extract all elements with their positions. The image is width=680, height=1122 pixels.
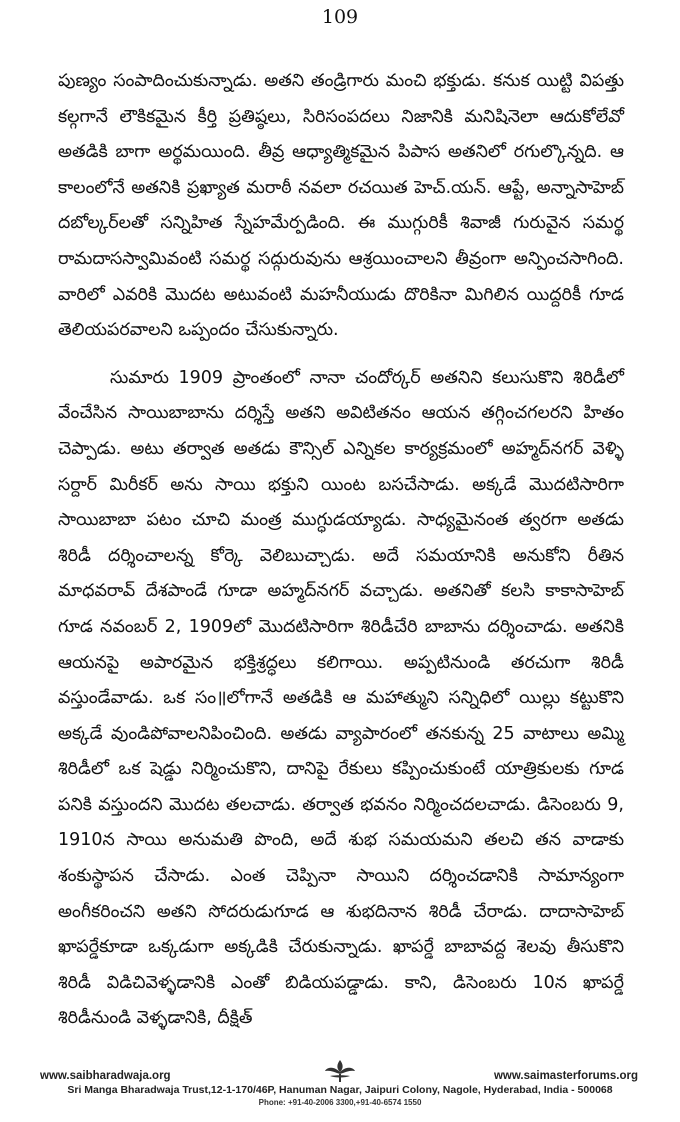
body-text [58, 64, 624, 1037]
footer-url-left[interactable]: www.saibharadwaja.org [40, 1070, 171, 1082]
footer-phone: Phone: +91-40-2006 3300,+91-40-6574 1550 [258, 1098, 422, 1107]
footer-address: Sri Manga Bharadwaja Trust,12-1-170/46P, Hanuman Nagar, Jaipuri Colony, Nagole, Hyderabad, India - 500068 [67, 1084, 613, 1096]
trust-emblem-icon [322, 1058, 358, 1084]
page-number: 109 [321, 6, 359, 28]
page-footer [0, 1058, 680, 1122]
footer-url-right[interactable]: www.saimasterforums.org [493, 1070, 638, 1082]
paragraph-2: సుమారు 1909 ప్రాంతంలో నానా చందోర్కర్ అతనిని కలుసుకొని శిరిడీలో వేంచేసిన సాయిబాబాను దర్శిస్తే అతని అవిటితనం ఆయన తగ్గించగలరని హితం చెప్పాడు. అటు తర్వాత అతడు కౌన్సిల్ ఎన్నికల కార్యక్రమంలో అహ్మద్‌నగర్ వెళ్ళి సర్దార్ మిరీకర్ అను సాయి భక్తుని యింట బసచేసాడు. అక్కడే మొదటిసారిగా సాయిబాబా పటం చూచి మంత్ర ముగ్ధుడయ్యాడు. సాధ్యమైనంత త్వరగా అతడు శిరిడీ దర్శించాలన్న కోర్కె వెలిబుచ్చాడు. అదే సమయానికి అనుకోని రీతిన మాధవరావ్ దేశపాండే గూడా అహ్మద్‌నగర్ వచ్చాడు. అతనితో కలసి కాకాసాహెబ్ గూడ నవంబర్ 2, 1909లో మొదటిసారిగా శిరిడీచేరి బాబాను దర్శించాడు. అతనికి ఆయనపై అపారమైన భక్తిశ్రద్ధలు కలిగాయి. అప్పటినుండి తరచుగా శిరిడీ వస్తుండేవాడు. ఒక సం॥లోగానే అతడికి ఆ మహాత్ముని సన్నిధిలో యిల్లు కట్టుకొని అక్కడే వుండిపోవాలనిపించింది. అతడు వ్యాపారంలో తనకున్న 25 వాటాలు అమ్మి శిరిడీలో ఒక షెడ్డు నిర్మించుకొని, దానిపై రేకులు కప్పించుకుంటే యాత్రికులకు గూడ పనికి వస్తుందని మొదట తలచాడు. తర్వాత భవనం నిర్మించదలచాడు. డిసెంబరు 9, 1910న సాయి అనుమతి పొంది, అదే శుభ సమయమని తలచి తన వాడాకు శంకుస్థాపన చేసాడు. ఎంత చెప్పినా సాయిని దర్శించడానికి సామాన్యంగా అంగీకరించని అతని సోదరుడుగూడ ఆ శుభదినాన శిరిడీ చేరాడు. దాదాసాహెబ్ ఖాపర్డేకూడా ఒక్కడుగా అక్కడికి చేరుకున్నాడు. ఖాపర్డే బాబావద్ద శెలవు తీసుకొని శిరిడీ విడిచివెళ్ళడానికి ఎంతో బిడియపడ్డాడు. కాని, డిసెంబరు 10న ఖాపర్డే శిరిడీనుండి వెళ్ళడానికి, దీక్షిత్ [58, 367, 624, 1029]
paragraph-1: పుణ్యం సంపాదించుకున్నాడు. అతని తండ్రిగారు మంచి భక్తుడు. కనుక యిట్టి విపత్తు కల్గగానే లౌకికమైన కీర్తి ప్రతిష్ఠలు, సిరిసంపదలు నిజానికి మనిషినెలా ఆదుకోలేవో అతడికి బాగా అర్థమయింది. తీవ్ర ఆధ్యాత్మికమైన పిపాస అతనిలో రగుల్కొన్నది. ఆ కాలంలోనే అతనికి ప్రఖ్యాత మరాఠీ నవలా రచయిత హెచ్.యన్. ఆప్టే, అన్నాసాహెబ్ దబోల్కర్‌లతో సన్నిహిత స్నేహమేర్పడింది. ఈ ముగ్గురికీ శివాజీ గురువైన సమర్థ రామదాసస్వామివంటి సమర్థ సద్గురువును ఆశ్రయించాలని తీవ్రంగా అన్పించసాగింది. వారిలో ఎవరికి మొదట అటువంటి మహనీయుడు దొరికినా మిగిలిన యిద్దరికీ గూడ తెలియపరవాలని ఒప్పందం చేసుకున్నారు. [58, 71, 624, 341]
